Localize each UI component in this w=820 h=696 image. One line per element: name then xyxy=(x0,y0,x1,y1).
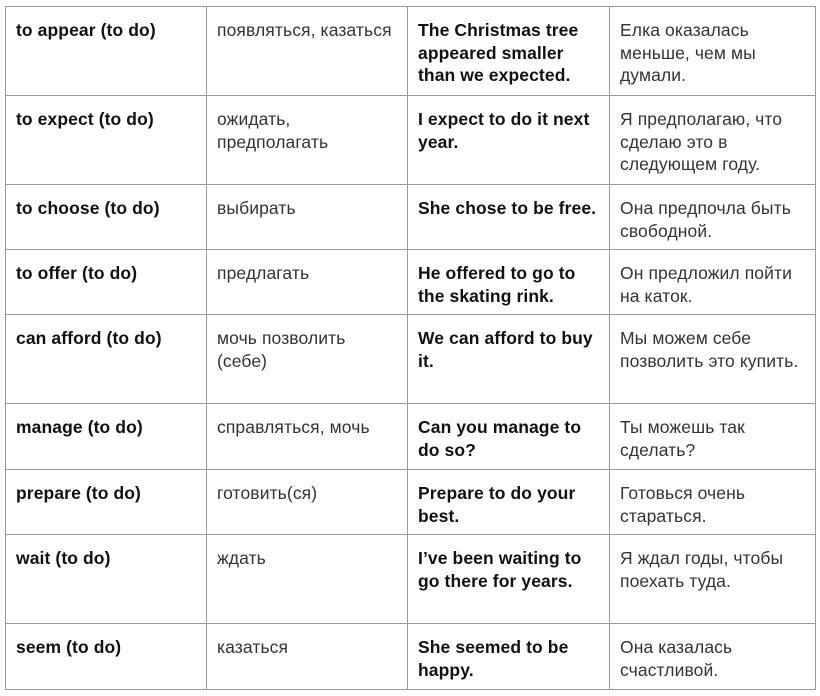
example-translation-cell: Я предполагаю, что сделаю это в следующем году. xyxy=(610,96,816,185)
translation-cell: готовить(ся) xyxy=(207,470,408,535)
example-cell: I expect to do it next year. xyxy=(408,96,610,185)
example-cell: She chose to be free. xyxy=(408,185,610,250)
table-row xyxy=(6,7,816,96)
example-translation-cell: Он предложил пойти на каток. xyxy=(610,250,816,315)
verb-cell: to appear (to do) xyxy=(6,7,207,96)
example-translation-cell: Она казалась счастливой. xyxy=(610,624,816,690)
translation-cell: ждать xyxy=(207,535,408,624)
translation-cell: предлагать xyxy=(207,250,408,315)
table-row xyxy=(6,535,816,624)
example-cell: I’ve been waiting to go there for years. xyxy=(408,535,610,624)
example-cell: He offered to go to the skating rink. xyxy=(408,250,610,315)
example-cell: Prepare to do your best. xyxy=(408,470,610,535)
table-row xyxy=(6,404,816,470)
translation-cell: ожидать, предполагать xyxy=(207,96,408,185)
verb-cell: prepare (to do) xyxy=(6,470,207,535)
verb-cell: to offer (to do) xyxy=(6,250,207,315)
verb-cell: seem (to do) xyxy=(6,624,207,690)
table-row xyxy=(6,250,816,315)
example-translation-cell: Я ждал годы, чтобы поехать туда. xyxy=(610,535,816,624)
translation-cell: справляться, мочь xyxy=(207,404,408,470)
vocabulary-table xyxy=(5,6,816,690)
example-translation-cell: Она предпочла быть свободной. xyxy=(610,185,816,250)
table-row xyxy=(6,624,816,690)
example-cell: Can you manage to do so? xyxy=(408,404,610,470)
table-row xyxy=(6,185,816,250)
example-translation-cell: Мы можем себе позволить это купить. xyxy=(610,315,816,404)
verb-cell: can afford (to do) xyxy=(6,315,207,404)
verb-cell: wait (to do) xyxy=(6,535,207,624)
table-row xyxy=(6,96,816,185)
table-row xyxy=(6,470,816,535)
example-cell: She seemed to be happy. xyxy=(408,624,610,690)
example-translation-cell: Готовься очень стараться. xyxy=(610,470,816,535)
table-row xyxy=(6,315,816,404)
example-cell: We can afford to buy it. xyxy=(408,315,610,404)
example-translation-cell: Елка оказалась меньше, чем мы думали. xyxy=(610,7,816,96)
verb-cell: to expect (to do) xyxy=(6,96,207,185)
verb-cell: manage (to do) xyxy=(6,404,207,470)
example-translation-cell: Ты можешь так сделать? xyxy=(610,404,816,470)
translation-cell: казаться xyxy=(207,624,408,690)
example-cell: The Christmas tree appeared smaller than we expected. xyxy=(408,7,610,96)
translation-cell: мочь позволить (себе) xyxy=(207,315,408,404)
verb-cell: to choose (to do) xyxy=(6,185,207,250)
translation-cell: появляться, казаться xyxy=(207,7,408,96)
translation-cell: выбирать xyxy=(207,185,408,250)
